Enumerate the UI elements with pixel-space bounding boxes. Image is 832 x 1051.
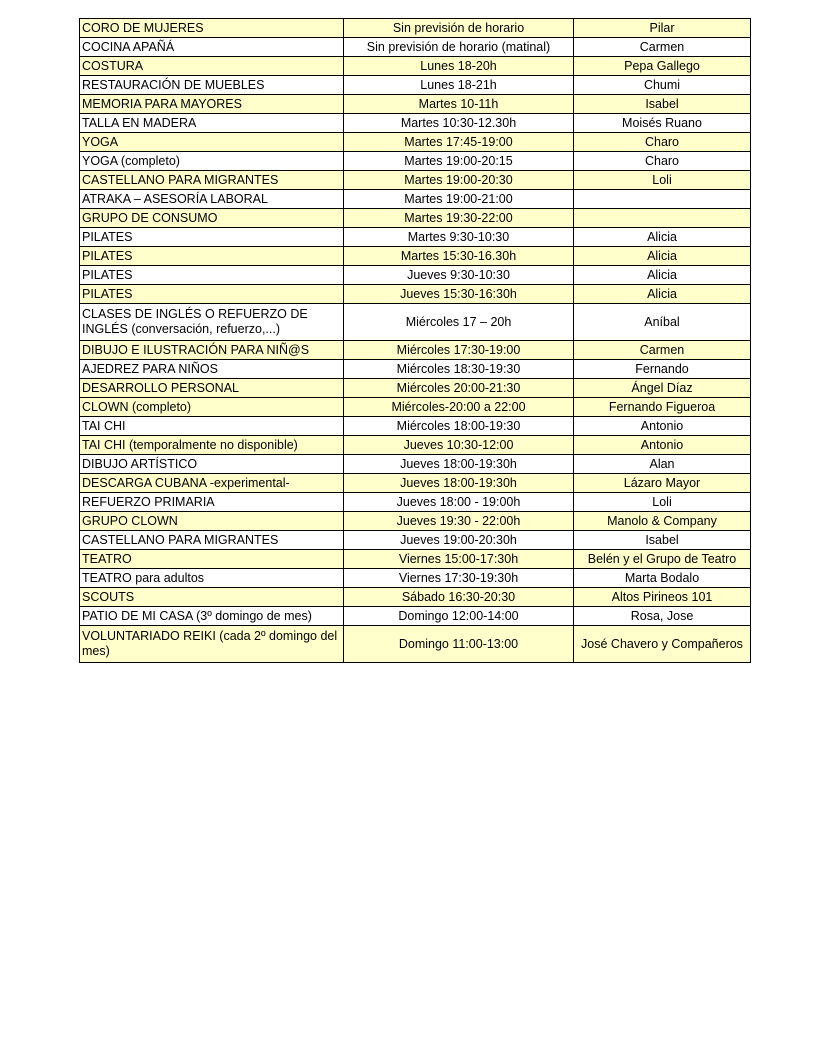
- schedule-row: [80, 360, 751, 379]
- activity-cell: CASTELLANO PARA MIGRANTES: [80, 531, 344, 550]
- teacher-cell: Pepa Gallego: [574, 57, 751, 76]
- schedule-cell: Jueves 19:00-20:30h: [344, 531, 574, 550]
- teacher-cell: Alan: [574, 455, 751, 474]
- teacher-cell: Rosa, Jose: [574, 607, 751, 626]
- schedule-row: [80, 341, 751, 360]
- schedule-row: [80, 247, 751, 266]
- schedule-cell: Viernes 17:30-19:30h: [344, 569, 574, 588]
- schedule-cell: Miércoles-20:00 a 22:00: [344, 398, 574, 417]
- teacher-cell: Isabel: [574, 95, 751, 114]
- schedule-cell: Jueves 18:00-19:30h: [344, 474, 574, 493]
- activity-cell: PILATES: [80, 247, 344, 266]
- activity-cell: TAI CHI (temporalmente no disponible): [80, 436, 344, 455]
- schedule-row: [80, 493, 751, 512]
- teacher-cell: [574, 190, 751, 209]
- teacher-cell: [574, 209, 751, 228]
- activity-cell: GRUPO CLOWN: [80, 512, 344, 531]
- teacher-cell: Lázaro Mayor: [574, 474, 751, 493]
- schedule-row: [80, 607, 751, 626]
- activity-cell: SCOUTS: [80, 588, 344, 607]
- schedule-cell: Jueves 18:00-19:30h: [344, 455, 574, 474]
- activity-cell: TAI CHI: [80, 417, 344, 436]
- schedule-cell: Jueves 18:00 - 19:00h: [344, 493, 574, 512]
- activity-cell: CLOWN (completo): [80, 398, 344, 417]
- activity-cell: COSTURA: [80, 57, 344, 76]
- teacher-cell: Fernando Figueroa: [574, 398, 751, 417]
- schedule-row: [80, 19, 751, 38]
- teacher-cell: Moisés Ruano: [574, 114, 751, 133]
- schedule-cell: Martes 19:30-22:00: [344, 209, 574, 228]
- schedule-row: [80, 76, 751, 95]
- schedule-row: [80, 569, 751, 588]
- teacher-cell: Marta Bodalo: [574, 569, 751, 588]
- schedule-cell: Sábado 16:30-20:30: [344, 588, 574, 607]
- schedule-row: [80, 474, 751, 493]
- activity-cell: PILATES: [80, 285, 344, 304]
- activity-cell: CORO DE MUJERES: [80, 19, 344, 38]
- activity-cell: COCINA APAÑÁ: [80, 38, 344, 57]
- activity-cell: CLASES DE INGLÉS O REFUERZO DE INGLÉS (conversación, refuerzo,...): [80, 304, 344, 341]
- teacher-cell: Fernando: [574, 360, 751, 379]
- schedule-cell: Martes 19:00-20:15: [344, 152, 574, 171]
- schedule-cell: Domingo 11:00-13:00: [344, 626, 574, 663]
- schedule-row: [80, 398, 751, 417]
- activity-cell: TALLA EN MADERA: [80, 114, 344, 133]
- activity-cell: AJEDREZ PARA NIÑOS: [80, 360, 344, 379]
- activity-cell: VOLUNTARIADO REIKI (cada 2º domingo del mes): [80, 626, 344, 663]
- schedule-cell: Viernes 15:00-17:30h: [344, 550, 574, 569]
- schedule-row: [80, 228, 751, 247]
- teacher-cell: Charo: [574, 152, 751, 171]
- activity-schedule-table: [79, 18, 751, 663]
- schedule-row: [80, 588, 751, 607]
- activity-cell: REFUERZO PRIMARIA: [80, 493, 344, 512]
- activity-cell: YOGA (completo): [80, 152, 344, 171]
- activity-cell: DESARROLLO PERSONAL: [80, 379, 344, 398]
- teacher-cell: José Chavero y Compañeros: [574, 626, 751, 663]
- schedule-cell: Miércoles 18:00-19:30: [344, 417, 574, 436]
- schedule-row: [80, 379, 751, 398]
- schedule-row: [80, 285, 751, 304]
- schedule-row: [80, 550, 751, 569]
- schedule-cell: Miércoles 17:30-19:00: [344, 341, 574, 360]
- schedule-row: [80, 531, 751, 550]
- activity-cell: PATIO DE MI CASA (3º domingo de mes): [80, 607, 344, 626]
- schedule-cell: Jueves 9:30-10:30: [344, 266, 574, 285]
- schedule-cell: Martes 10-11h: [344, 95, 574, 114]
- schedule-row: [80, 190, 751, 209]
- activity-cell: YOGA: [80, 133, 344, 152]
- activity-cell: TEATRO: [80, 550, 344, 569]
- schedule-cell: Martes 9:30-10:30: [344, 228, 574, 247]
- schedule-cell: Miércoles 17 – 20h: [344, 304, 574, 341]
- teacher-cell: Manolo & Company: [574, 512, 751, 531]
- teacher-cell: Antonio: [574, 417, 751, 436]
- schedule-row: [80, 133, 751, 152]
- teacher-cell: Alicia: [574, 266, 751, 285]
- teacher-cell: Aníbal: [574, 304, 751, 341]
- activity-cell: PILATES: [80, 228, 344, 247]
- schedule-cell: Lunes 18-21h: [344, 76, 574, 95]
- teacher-cell: Isabel: [574, 531, 751, 550]
- schedule-row: [80, 436, 751, 455]
- activity-cell: PILATES: [80, 266, 344, 285]
- activity-cell: DIBUJO ARTÍSTICO: [80, 455, 344, 474]
- teacher-cell: Alicia: [574, 228, 751, 247]
- schedule-row: [80, 152, 751, 171]
- teacher-cell: Chumi: [574, 76, 751, 95]
- schedule-cell: Domingo 12:00-14:00: [344, 607, 574, 626]
- schedule-row: [80, 626, 751, 663]
- schedule-row: [80, 171, 751, 190]
- activity-cell: CASTELLANO PARA MIGRANTES: [80, 171, 344, 190]
- teacher-cell: Carmen: [574, 38, 751, 57]
- schedule-table-body: [80, 19, 751, 663]
- schedule-cell: Martes 10:30-12.30h: [344, 114, 574, 133]
- schedule-cell: Jueves 15:30-16:30h: [344, 285, 574, 304]
- teacher-cell: Alicia: [574, 247, 751, 266]
- teacher-cell: Alicia: [574, 285, 751, 304]
- schedule-row: [80, 114, 751, 133]
- teacher-cell: Charo: [574, 133, 751, 152]
- schedule-row: [80, 95, 751, 114]
- schedule-cell: Martes 19:00-20:30: [344, 171, 574, 190]
- schedule-cell: Lunes 18-20h: [344, 57, 574, 76]
- schedule-row: [80, 57, 751, 76]
- schedule-cell: Martes 17:45-19:00: [344, 133, 574, 152]
- teacher-cell: Pilar: [574, 19, 751, 38]
- schedule-row: [80, 417, 751, 436]
- schedule-row: [80, 304, 751, 341]
- schedule-cell: Sin previsión de horario (matinal): [344, 38, 574, 57]
- schedule-row: [80, 209, 751, 228]
- teacher-cell: Antonio: [574, 436, 751, 455]
- schedule-row: [80, 266, 751, 285]
- schedule-cell: Miércoles 18:30-19:30: [344, 360, 574, 379]
- activity-cell: DIBUJO E ILUSTRACIÓN PARA NIÑ@S: [80, 341, 344, 360]
- schedule-row: [80, 38, 751, 57]
- schedule-row: [80, 455, 751, 474]
- teacher-cell: Loli: [574, 171, 751, 190]
- teacher-cell: Altos Pirineos 101: [574, 588, 751, 607]
- schedule-cell: Martes 15:30-16.30h: [344, 247, 574, 266]
- activity-cell: GRUPO DE CONSUMO: [80, 209, 344, 228]
- activity-cell: TEATRO para adultos: [80, 569, 344, 588]
- teacher-cell: Belén y el Grupo de Teatro: [574, 550, 751, 569]
- schedule-row: [80, 512, 751, 531]
- teacher-cell: Loli: [574, 493, 751, 512]
- schedule-cell: Martes 19:00-21:00: [344, 190, 574, 209]
- schedule-cell: Jueves 19:30 - 22:00h: [344, 512, 574, 531]
- teacher-cell: Ángel Díaz: [574, 379, 751, 398]
- activity-cell: RESTAURACIÓN DE MUEBLES: [80, 76, 344, 95]
- schedule-cell: Jueves 10:30-12:00: [344, 436, 574, 455]
- activity-cell: DESCARGA CUBANA -experimental-: [80, 474, 344, 493]
- activity-cell: ATRAKA – ASESORÍA LABORAL: [80, 190, 344, 209]
- schedule-cell: Miércoles 20:00-21:30: [344, 379, 574, 398]
- teacher-cell: Carmen: [574, 341, 751, 360]
- schedule-cell: Sin previsión de horario: [344, 19, 574, 38]
- activity-cell: MEMORIA PARA MAYORES: [80, 95, 344, 114]
